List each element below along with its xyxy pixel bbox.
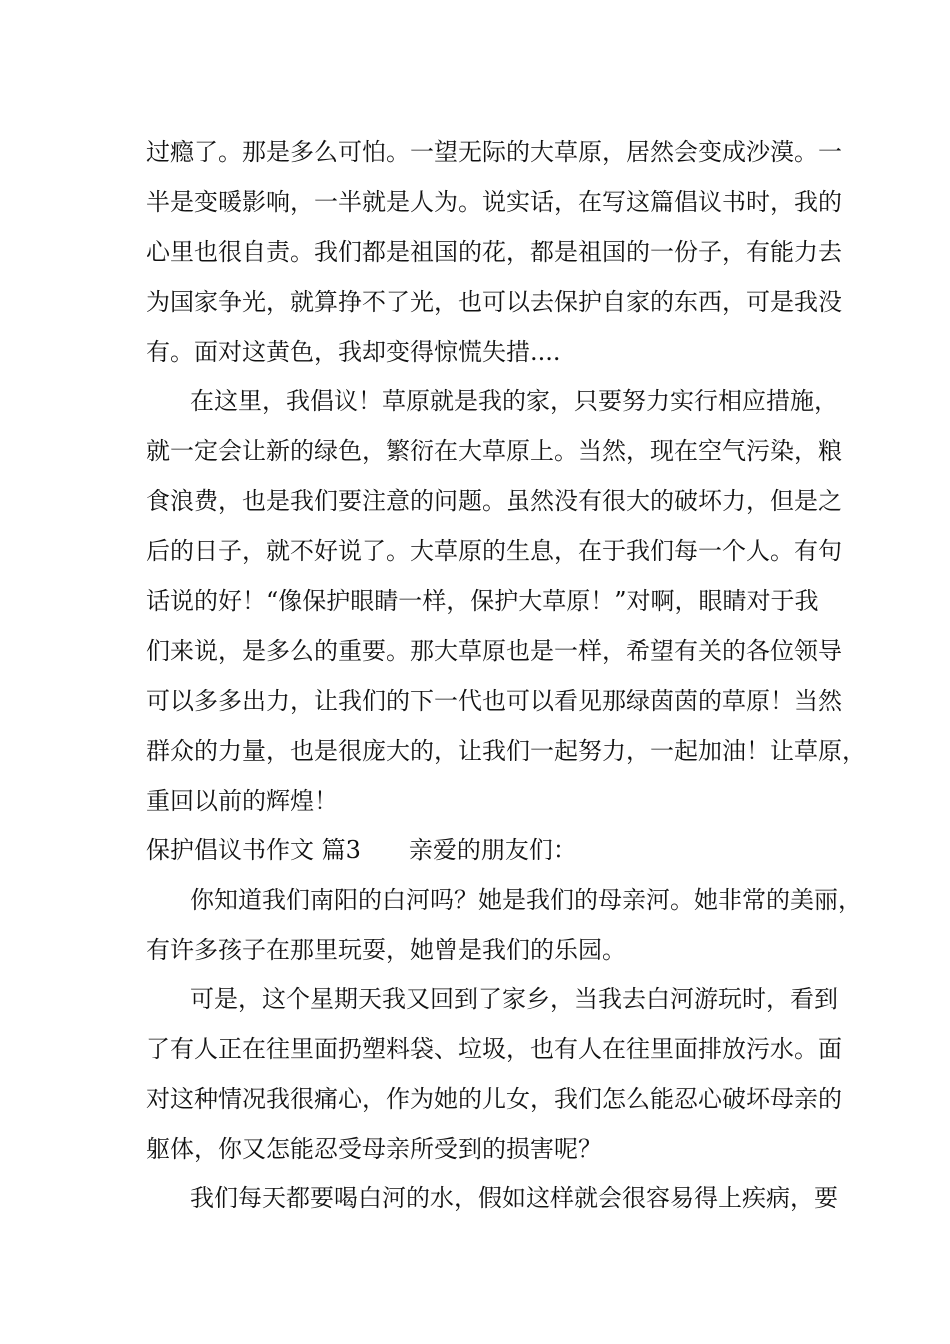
paragraph-1-line-2: 半是变暖影响，一半就是人为。说实话，在写这篇倡议书时，我的 xyxy=(146,188,842,216)
paragraph-2-line-5: 话说的好！“像保护眼睛一样，保护大草原！”对啊，眼睛对于我 xyxy=(146,587,819,615)
paragraph-4-line-1: 可是，这个星期天我又回到了家乡，当我去白河游玩时，看到 xyxy=(190,985,838,1013)
paragraph-1-line-5: 有。面对这黄色，我却变得惊慌失措.... xyxy=(146,338,561,366)
paragraph-4-line-4: 躯体，你又怎能忍受母亲所受到的损害呢？ xyxy=(146,1135,602,1163)
paragraph-3-line-1: 你知道我们南阳的白河吗？她是我们的母亲河。她非常的美丽， xyxy=(190,886,862,914)
paragraph-1-line-3: 心里也很自责。我们都是祖国的花，都是祖国的一份子，有能力去 xyxy=(146,238,842,266)
paragraph-2-line-2: 就一定会让新的绿色，繁衍在大草原上。当然，现在空气污染，粮 xyxy=(146,437,842,465)
paragraph-1-line-1: 过瘾了。那是多么可怕。一望无际的大草原，居然会变成沙漠。一 xyxy=(146,138,842,166)
section-heading xyxy=(146,835,577,865)
paragraph-4-line-2: 了有人正在往里面扔塑料袋、垃圾，也有人在往里面排放污水。面 xyxy=(146,1035,842,1063)
paragraph-3-line-2: 有许多孩子在那里玩耍，她曾是我们的乐园。 xyxy=(146,936,626,964)
greeting: 亲爱的朋友们： xyxy=(408,836,577,864)
paragraph-4-line-3: 对这种情况我很痛心，作为她的儿女，我们怎么能忍心破坏母亲的 xyxy=(146,1085,842,1113)
paragraph-2-line-1: 在这里，我倡议！草原就是我的家，只要努力实行相应措施， xyxy=(190,387,838,415)
paragraph-2-line-6: 们来说，是多么的重要。那大草原也是一样，希望有关的各位领导 xyxy=(146,637,842,665)
paragraph-2-line-7: 可以多多出力，让我们的下一代也可以看见那绿茵茵的草原！当然 xyxy=(146,687,842,715)
paragraph-5-line-1: 我们每天都要喝白河的水，假如这样就会很容易得上疾病，要 xyxy=(190,1184,838,1212)
paragraph-2-line-8: 群众的力量，也是很庞大的，让我们一起努力，一起加油！让草原， xyxy=(146,737,866,765)
paragraph-2-line-4: 后的日子，就不好说了。大草原的生息，在于我们每一个人。有句 xyxy=(146,537,842,565)
paragraph-2-line-9: 重回以前的辉煌！ xyxy=(146,787,338,815)
paragraph-2-line-3: 食浪费，也是我们要注意的问题。虽然没有很大的破坏力，但是之 xyxy=(146,487,842,515)
section-title: 保护倡议书作文 篇3 xyxy=(146,836,361,864)
paragraph-1-line-4: 为国家争光，就算挣不了光，也可以去保护自家的东西，可是我没 xyxy=(146,288,842,316)
